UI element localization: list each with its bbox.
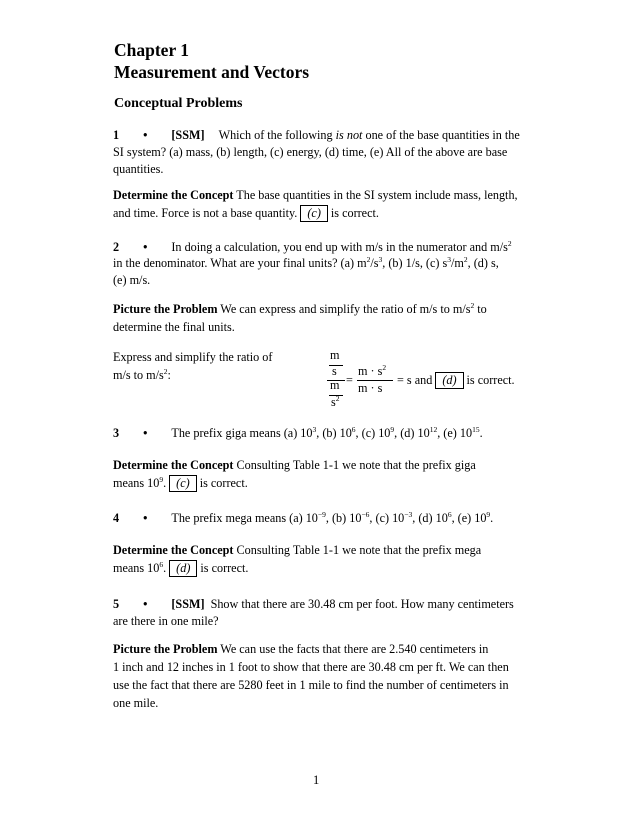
eq-numerator: $m \cdot s^2$ — [358, 363, 387, 378]
solution-4-line-2: means $10^6$. (d) is correct. — [113, 560, 249, 575]
section-title: Conceptual Problems — [114, 96, 243, 111]
solution-5-line-1: Picture the Problem We can use the facts that there are 2.540 centimeters in — [113, 642, 489, 656]
eq-top-m: m — [330, 348, 340, 362]
chapter-title: Measurement and Vectors — [114, 62, 310, 82]
problem-5-line-1: 5 • [SSM] Show that there are 30.48 cm per foot. How many centimeters — [113, 597, 514, 611]
problem-2-line-2: in the denominator. What are your final units? (a) $m^2/s^3$, (b) 1/s, (c) $s^3/m^2$, (d) s, — [113, 255, 499, 270]
problem-3-line-1: 3 • The prefix giga means (a) $10^3$, (b) $10^6$, (c) $10^9$, (d) $10^{12}$, (e) $10^{15}$. — [113, 425, 483, 440]
solution-5-line-2: 1 inch and 12 inches in 1 foot to show that there are 30.48 cm per ft. We can then — [113, 660, 509, 674]
answer-box: (d) — [435, 372, 463, 389]
eq-bot-m: m — [330, 378, 340, 392]
solution-4-line-1: Determine the Concept Consulting Table 1-1 we note that the prefix mega — [113, 543, 482, 557]
solution-1-line-1: Determine the Concept The base quantities in the SI system include mass, length, — [113, 188, 518, 202]
problem-1-line-3: quantities. — [113, 162, 164, 176]
solution-1-line-2: and time. Force is not a base quantity. (c) is correct. — [113, 206, 379, 220]
solution-5-line-3: use the fact that there are 5280 feet in 1 mile to find the number of centimeters in — [113, 678, 509, 692]
problem-1-line-1: 1 • [SSM] Which of the following is not one of the base quantities in the — [113, 128, 520, 142]
side-text-line-2: m/s to $m/s^2$: — [113, 367, 171, 382]
page-number: 1 — [313, 773, 320, 787]
solution-5-line-4: one mile. — [113, 696, 159, 710]
answer-box: (c) — [300, 205, 328, 222]
eq-denominator: m · s — [358, 381, 383, 395]
solution-3-line-2: means $10^9$. (c) is correct. — [113, 475, 248, 490]
eq-equals: = — [346, 373, 353, 387]
ssm-tag: [SSM] — [171, 128, 205, 142]
problem-5-line-2: are there in one mile? — [113, 614, 219, 628]
solution-2-line-2: determine the final units. — [113, 320, 235, 334]
answer-box: (c) — [169, 475, 197, 492]
chapter-number: Chapter 1 — [114, 40, 190, 60]
solution-3-line-1: Determine the Concept Consulting Table 1-1 we note that the prefix giga — [113, 458, 476, 472]
problem-4-line-1: 4 • The prefix mega means (a) $10^{-9}$, (b) $10^{-6}$, (c) $10^{-3}$, (d) $10^6$, (e) $10^9$. — [113, 510, 494, 525]
solution-2-line-1: Picture the Problem We can express and simplify the ratio of m/s to $m/s^2$ to — [113, 301, 487, 316]
eq-bot-s: $s^2$ — [331, 394, 340, 409]
side-text-line-1: Express and simplify the ratio of — [113, 350, 273, 364]
eq-result: = s and (d) is correct. — [397, 373, 515, 387]
answer-box: (d) — [169, 560, 197, 577]
problem-2-line-3: (e) m/s. — [113, 273, 151, 287]
problem-2-line-1: 2 • In doing a calculation, you end up with m/s in the numerator and $m/s^2$ — [113, 239, 512, 254]
problem-1-line-2: SI system? (a) mass, (b) length, (c) energy, (d) time, (e) All of the above are base — [113, 145, 508, 159]
ssm-tag: [SSM] — [171, 597, 205, 611]
eq-top-s: s — [332, 364, 337, 378]
